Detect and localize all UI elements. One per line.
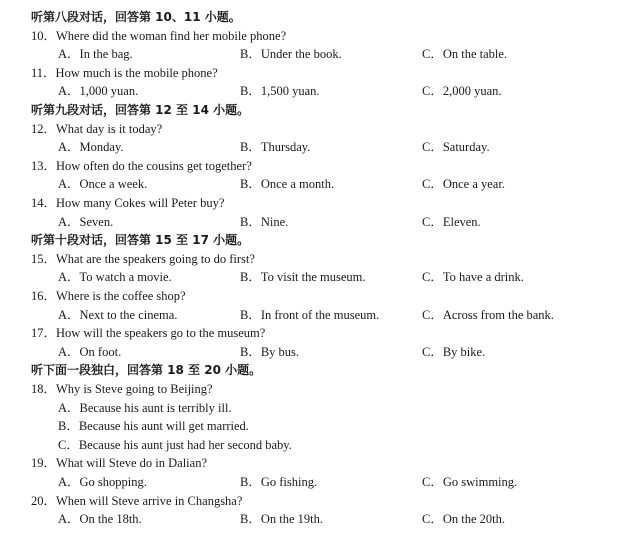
- question-text: 10．Where did the woman find her mobile phone?: [31, 28, 287, 43]
- section-heading: 听第九段对话，回答第 12 至 14 小题。: [31, 103, 250, 117]
- answer-option: C．2,000 yuan.: [422, 84, 502, 99]
- answer-option: B．On the 19th.: [240, 512, 323, 527]
- answer-option: A．Once a week.: [58, 177, 148, 192]
- question-text: 20．When will Steve arrive in Changsha?: [31, 493, 243, 508]
- answer-option: C．Saturday.: [422, 140, 490, 155]
- answer-option: A．On the 18th.: [58, 512, 142, 527]
- answer-option: C．Because his aunt just had her second baby.: [58, 437, 292, 452]
- answer-option: A．Monday.: [58, 140, 124, 155]
- answer-option: A．1,000 yuan.: [58, 84, 139, 99]
- question-text: 13．How often do the cousins get together?: [31, 158, 252, 173]
- answer-option: C．Across from the bank.: [422, 307, 554, 322]
- answer-option: A．Go shopping.: [58, 475, 147, 489]
- answer-option: B．Under the book.: [240, 47, 342, 62]
- answer-option: B．1,500 yuan.: [240, 84, 320, 99]
- question-text: 19．What will Steve do in Dalian?: [31, 456, 208, 471]
- answer-option: A．Next to the cinema.: [58, 307, 178, 322]
- answer-option: C．On the table.: [422, 47, 508, 62]
- question-text: 14．How many Cokes will Peter buy?: [31, 196, 225, 210]
- question-text: 18．Why is Steve going to Beijing?: [31, 382, 213, 396]
- question-text: 17．How will the speakers go to the museum?: [31, 326, 266, 341]
- section-heading: 听第十段对话，回答第 15 至 17 小题。: [31, 233, 250, 248]
- section-heading: 听下面一段独白，回答第 18 至 20 小题。: [31, 363, 262, 378]
- answer-option: A．Because his aunt is terribly ill.: [58, 400, 232, 415]
- answer-option: B．Thursday.: [240, 140, 311, 155]
- answer-option: C．Once a year.: [422, 177, 505, 192]
- answer-option: A．In the bag.: [58, 47, 133, 62]
- answer-option: B．Once a month.: [240, 177, 335, 192]
- answer-option: B．Go fishing.: [240, 475, 318, 489]
- answer-option: C．Go swimming.: [422, 475, 518, 489]
- answer-option: C．To have a drink.: [422, 270, 524, 285]
- section-heading: 听第八段对话，回答第 10、11 小题。: [31, 10, 241, 24]
- answer-option: B．To visit the museum.: [240, 270, 366, 285]
- answer-option: C．Eleven.: [422, 214, 481, 229]
- question-text: 15．What are the speakers going to do first?: [31, 251, 255, 266]
- question-text: 12．What day is it today?: [31, 121, 163, 136]
- answer-option: A．To watch a movie.: [58, 270, 172, 285]
- question-text: 11．How much is the mobile phone?: [31, 65, 218, 80]
- answer-option: C．By bike.: [422, 344, 486, 359]
- answer-option: C．On the 20th.: [422, 512, 505, 527]
- answer-option: B．Nine.: [240, 214, 289, 229]
- answer-option: B．Because his aunt will get married.: [58, 419, 249, 434]
- answer-option: A．On foot.: [58, 344, 122, 359]
- answer-option: B．In front of the museum.: [240, 307, 380, 322]
- question-text: 16．Where is the coffee shop?: [31, 289, 186, 303]
- answer-option: A．Seven.: [58, 214, 114, 229]
- answer-option: B．By bus.: [240, 344, 300, 359]
